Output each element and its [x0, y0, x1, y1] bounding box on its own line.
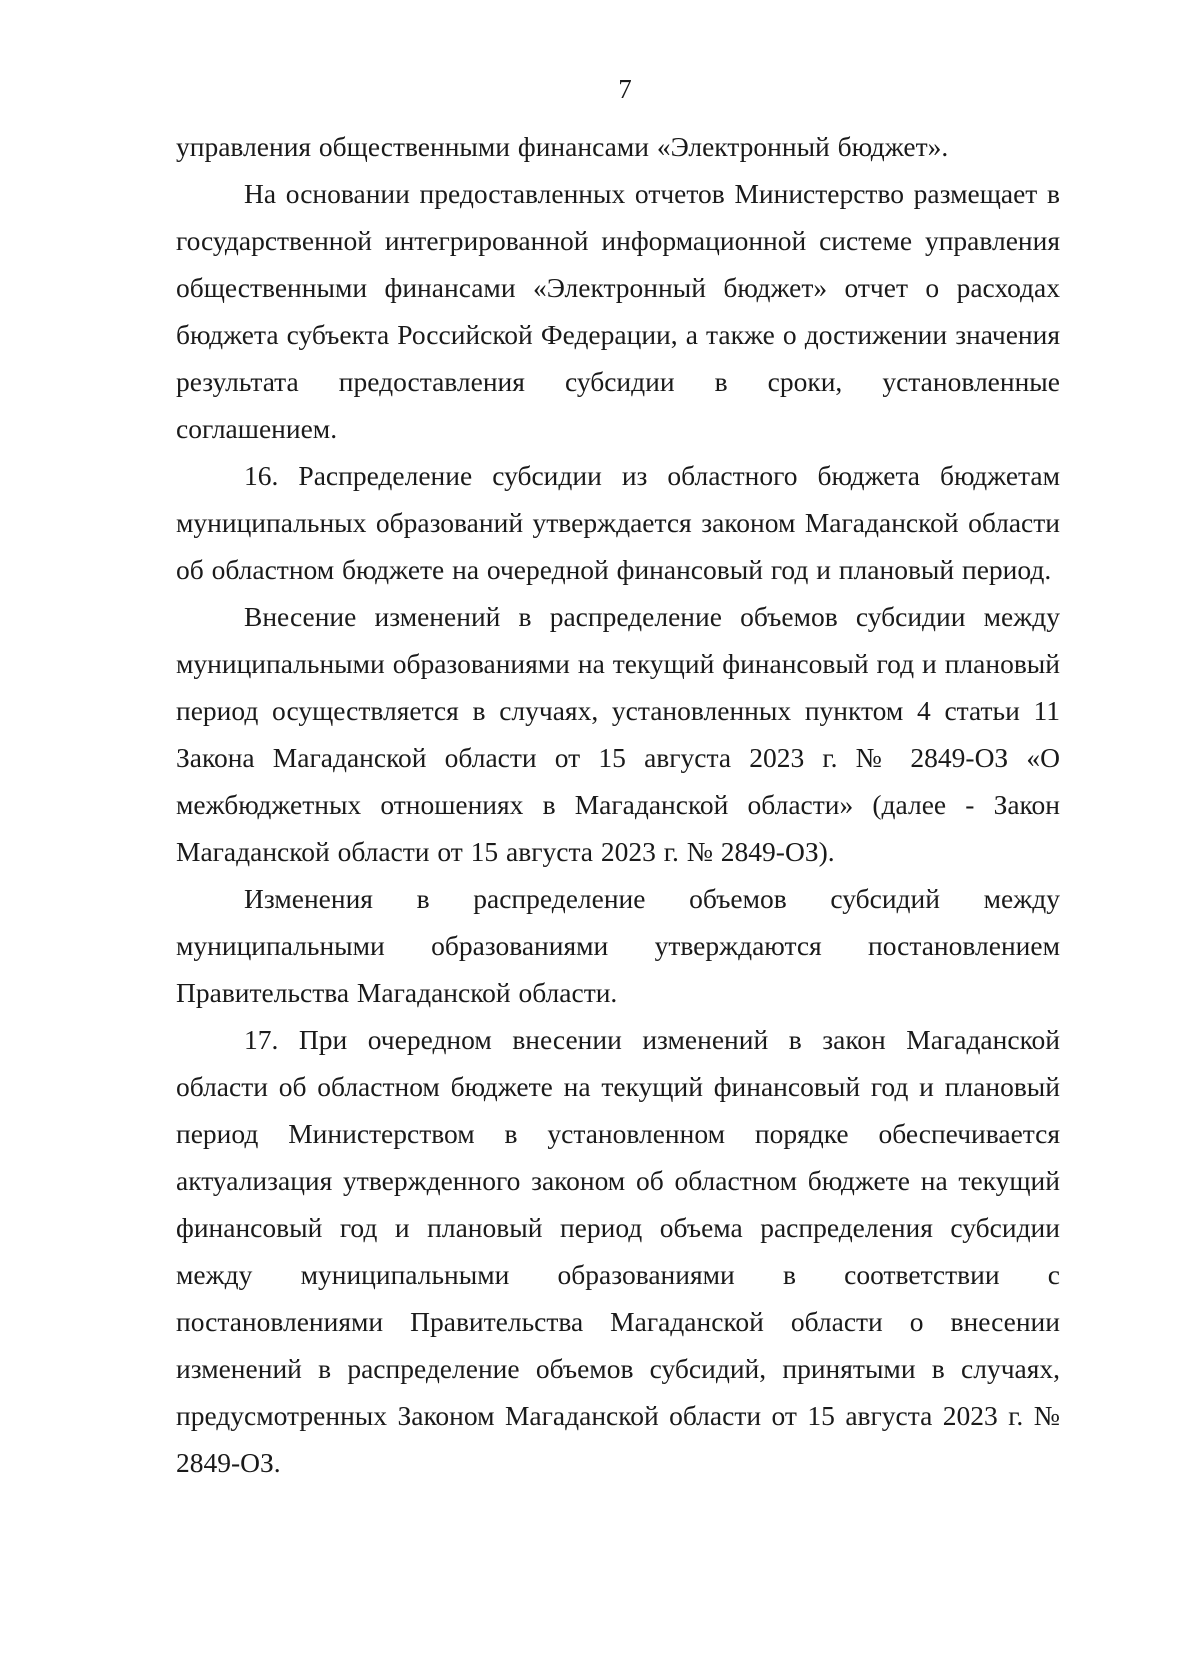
paragraph-report-placement: На основании предоставленных отчетов Министерство размещает в государственной интегрированной информационной системе управления общественными финансами «Электронный бюджет» отчет о расходах бюджета субъекта Российской Федерации, а также о достижении значения результата предоставления субсидии в сроки, установленные соглашением.: [176, 178, 1060, 444]
paragraph-distribution-changes: Внесение изменений в распределение объемов субсидии между муниципальными образованиями на текущий финансовый год и плановый период осуществляется в случаях, установленных пунктом 4 статьи 11 Закона Магаданской области от 15 августа 2023 г. № 2849-ОЗ «О межбюджетных отношениях в Магаданской области» (далее - Закон Магаданской области от 15 августа 2023 г. № 2849-ОЗ).: [176, 601, 1060, 867]
document-body: [176, 123, 1060, 1486]
paragraph-continuation: управления общественными финансами «Электронный бюджет».: [176, 131, 949, 162]
paragraph-17-actualization: 17. При очередном внесении изменений в закон Магаданской области об областном бюджете на текущий финансовый год и плановый период Министерством в установленном порядке обеспечивается актуализация утвержденного законом об областном бюджете на текущий финансовый год и плановый период объема распределения субсидии между муниципальными образованиями в соответствии с постановлениями Правительства Магаданской области о внесении изменений в распределение объемов субсидий, принятыми в случаях, предусмотренных Законом Магаданской области от 15 августа 2023 г. № 2849-ОЗ.: [176, 1024, 1060, 1478]
page-number: 7: [618, 74, 632, 104]
paragraph-16-distribution: 16. Распределение субсидии из областного бюджета бюджетам муниципальных образований утверждается законом Магаданской области об областном бюджете на очередной финансовый год и плановый период.: [176, 460, 1060, 585]
paragraph-changes-approval: Изменения в распределение объемов субсидий между муниципальными образованиями утверждаются постановлением Правительства Магаданской области.: [176, 883, 1060, 1008]
